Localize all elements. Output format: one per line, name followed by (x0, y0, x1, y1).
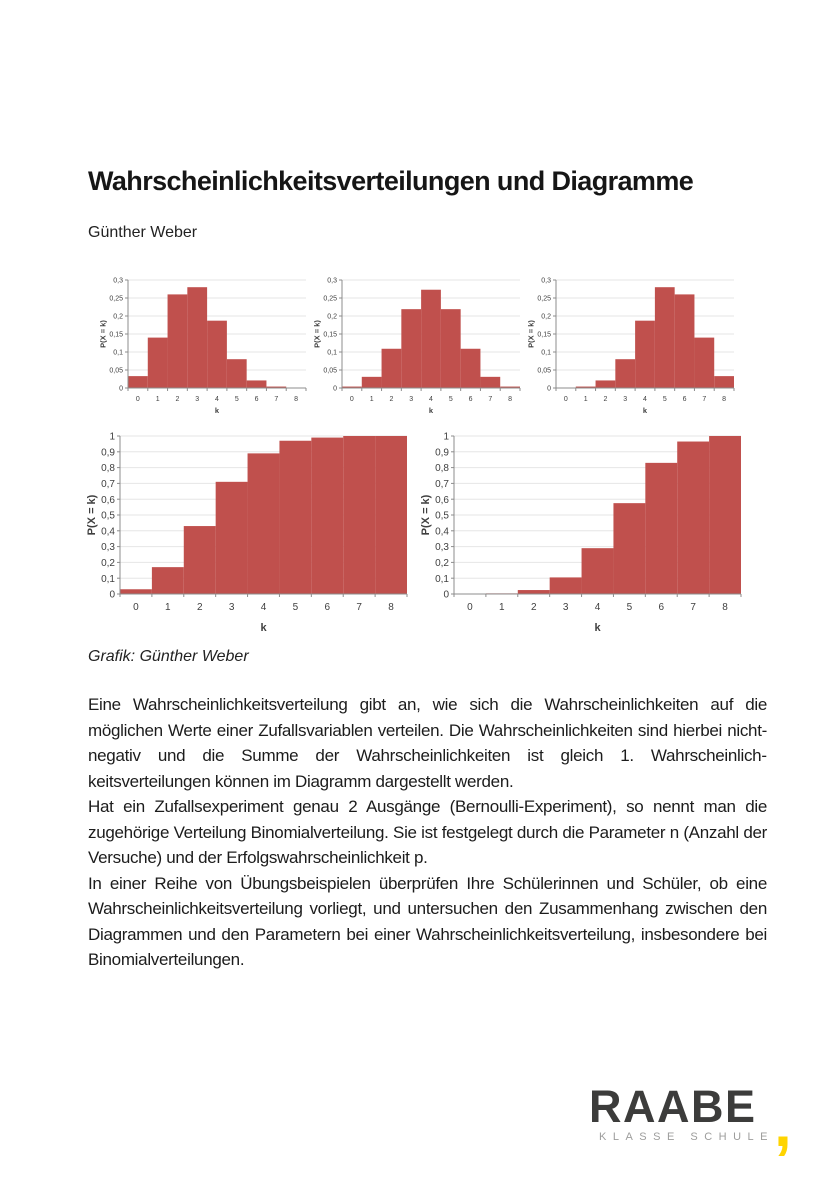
svg-text:0,5: 0,5 (435, 510, 449, 522)
svg-text:4: 4 (643, 396, 647, 403)
svg-text:0: 0 (133, 602, 139, 613)
svg-text:7: 7 (488, 396, 493, 403)
svg-text:0: 0 (333, 385, 337, 393)
svg-text:0,1: 0,1 (327, 349, 337, 357)
svg-text:6: 6 (254, 396, 259, 403)
svg-text:0,4: 0,4 (101, 526, 115, 538)
svg-text:5: 5 (448, 396, 453, 403)
svg-text:6: 6 (658, 602, 665, 613)
svg-text:0,2: 0,2 (113, 313, 123, 321)
svg-text:0,1: 0,1 (541, 349, 551, 357)
svg-text:7: 7 (690, 602, 696, 613)
svg-text:0,3: 0,3 (327, 277, 337, 285)
svg-text:5: 5 (292, 602, 299, 613)
svg-text:1: 1 (583, 396, 588, 403)
pmf-chart-left (98, 274, 312, 416)
paragraph-binomial: Hat ein Zufallsexperiment genau 2 Ausgänge (Bernoulli-Experiment), so nennt man die zugehörige Verteilung Binomialverteilung. Sie ist festgelegt durch die Parameter n (Anzahl der Versuche) und der Erfolgswahrscheinlichkeit p. (88, 797, 767, 867)
svg-text:0: 0 (467, 602, 473, 613)
svg-text:0,9: 0,9 (101, 447, 115, 459)
svg-text:k: k (214, 406, 220, 415)
svg-text:2: 2 (389, 396, 394, 403)
svg-text:0,15: 0,15 (109, 331, 123, 339)
svg-text:5: 5 (662, 396, 667, 403)
svg-text:k: k (594, 622, 601, 634)
svg-text:7: 7 (702, 396, 707, 403)
svg-text:2: 2 (530, 602, 537, 613)
svg-text:0,15: 0,15 (323, 331, 337, 339)
svg-text:0,6: 0,6 (101, 494, 115, 506)
svg-text:0,8: 0,8 (435, 463, 449, 475)
svg-text:k: k (642, 406, 648, 415)
raabe-logo-stack (589, 1081, 774, 1144)
svg-text:0,25: 0,25 (323, 295, 337, 303)
author-name: Günther Weber (88, 224, 198, 241)
svg-text:0: 0 (349, 396, 354, 403)
svg-text:0,9: 0,9 (435, 447, 449, 459)
svg-text:5: 5 (626, 602, 633, 613)
pmf-charts-row (98, 274, 740, 416)
svg-text:0,3: 0,3 (101, 542, 115, 554)
svg-text:7: 7 (274, 396, 279, 403)
pmf-chart-right (526, 274, 740, 416)
svg-text:0,2: 0,2 (435, 558, 449, 569)
svg-text:0,15: 0,15 (537, 331, 551, 339)
svg-text:0,4: 0,4 (435, 526, 449, 538)
svg-text:8: 8 (722, 602, 728, 613)
svg-text:1: 1 (499, 602, 505, 613)
svg-text:6: 6 (324, 602, 331, 613)
svg-text:0,3: 0,3 (435, 542, 449, 554)
raabe-logo (589, 1081, 792, 1160)
svg-text:k: k (260, 622, 267, 634)
svg-text:1: 1 (155, 396, 160, 403)
svg-text:0: 0 (443, 589, 449, 601)
svg-text:P(X = k): P(X = k) (312, 320, 322, 348)
svg-text:4: 4 (260, 602, 267, 613)
svg-text:0,7: 0,7 (101, 479, 115, 490)
svg-text:8: 8 (722, 396, 727, 403)
svg-text:4: 4 (215, 396, 219, 403)
svg-text:1: 1 (109, 431, 115, 443)
svg-text:8: 8 (508, 396, 513, 403)
cdf-charts-row (84, 428, 745, 634)
pmf-chart-middle (312, 274, 526, 416)
svg-text:0,05: 0,05 (109, 367, 123, 375)
svg-text:2: 2 (175, 396, 180, 403)
svg-text:1: 1 (443, 431, 449, 443)
svg-text:1: 1 (165, 602, 171, 613)
svg-text:3: 3 (623, 396, 628, 403)
raabe-logo-wordmark: RAABE (589, 1081, 757, 1132)
svg-text:0,5: 0,5 (101, 510, 115, 522)
svg-text:5: 5 (234, 396, 239, 403)
svg-text:0,1: 0,1 (101, 573, 115, 585)
svg-text:0,1: 0,1 (113, 349, 123, 357)
graphic-caption: Grafik: Günther Weber (88, 648, 249, 665)
svg-text:0: 0 (119, 385, 123, 393)
svg-text:0,05: 0,05 (537, 367, 551, 375)
svg-text:2: 2 (196, 602, 203, 613)
svg-text:0: 0 (563, 396, 568, 403)
paragraph-exercises: In einer Reihe von Übungsbeispielen überprüfen Ihre Schülerinnen und Schüler, ob eine Wahrscheinlichkeitsverteilung vorliegt, und untersuchen den Zusammenhang zwischen den Diagrammen und den Parametern bei einer Wahrscheinlichkeitsverteilung, insbesondere bei Binomialverteilungen. (88, 873, 767, 969)
svg-text:0: 0 (109, 589, 115, 601)
svg-text:3: 3 (228, 602, 235, 613)
svg-text:0,8: 0,8 (101, 463, 115, 475)
svg-text:0,05: 0,05 (323, 367, 337, 375)
cdf-chart-right (418, 428, 745, 634)
svg-text:0,2: 0,2 (101, 558, 115, 569)
svg-text:0,25: 0,25 (109, 295, 123, 303)
svg-text:P(X = k): P(X = k) (420, 494, 432, 536)
svg-text:P(X = k): P(X = k) (98, 320, 108, 348)
svg-text:6: 6 (682, 396, 687, 403)
svg-text:4: 4 (594, 602, 601, 613)
svg-text:0,3: 0,3 (113, 277, 123, 285)
body-text (88, 692, 767, 973)
page-title: Wahrscheinlichkeitsverteilungen und Diagramme (88, 166, 694, 196)
svg-text:3: 3 (409, 396, 414, 403)
svg-text:0,2: 0,2 (327, 313, 337, 321)
svg-text:0,6: 0,6 (435, 494, 449, 506)
svg-text:0,7: 0,7 (435, 479, 449, 490)
svg-text:4: 4 (429, 396, 433, 403)
svg-text:7: 7 (356, 602, 362, 613)
svg-text:8: 8 (294, 396, 299, 403)
svg-text:3: 3 (562, 602, 569, 613)
svg-text:0,3: 0,3 (541, 277, 551, 285)
svg-text:3: 3 (195, 396, 200, 403)
svg-text:k: k (428, 406, 434, 415)
svg-text:P(X = k): P(X = k) (86, 494, 98, 536)
paragraph-definition: Eine Wahrscheinlichkeitsverteilung gibt an, wie sich die Wahrscheinlichkeiten auf die möglichen Werte einer Zufallsvariablen verteilen. Die Wahrscheinlichkeiten sind hierbei nicht-negativ und die Summe der Wahrscheinlichkeiten ist gleich 1. Wahrscheinlichkeitsverteilungen können im Diagramm dargestellt werden. (88, 695, 767, 791)
svg-text:6: 6 (468, 396, 473, 403)
svg-text:8: 8 (388, 602, 394, 613)
svg-text:1: 1 (369, 396, 374, 403)
raabe-logo-tagline: KLASSE SCHULE (599, 1131, 774, 1144)
svg-text:0,2: 0,2 (541, 313, 551, 321)
svg-text:0,25: 0,25 (537, 295, 551, 303)
raabe-comma-icon: , (773, 1088, 792, 1160)
svg-text:0: 0 (547, 385, 551, 393)
svg-text:0: 0 (135, 396, 140, 403)
cdf-chart-left (84, 428, 411, 634)
svg-text:0,1: 0,1 (435, 573, 449, 585)
svg-text:2: 2 (603, 396, 608, 403)
svg-text:P(X = k): P(X = k) (526, 320, 536, 348)
